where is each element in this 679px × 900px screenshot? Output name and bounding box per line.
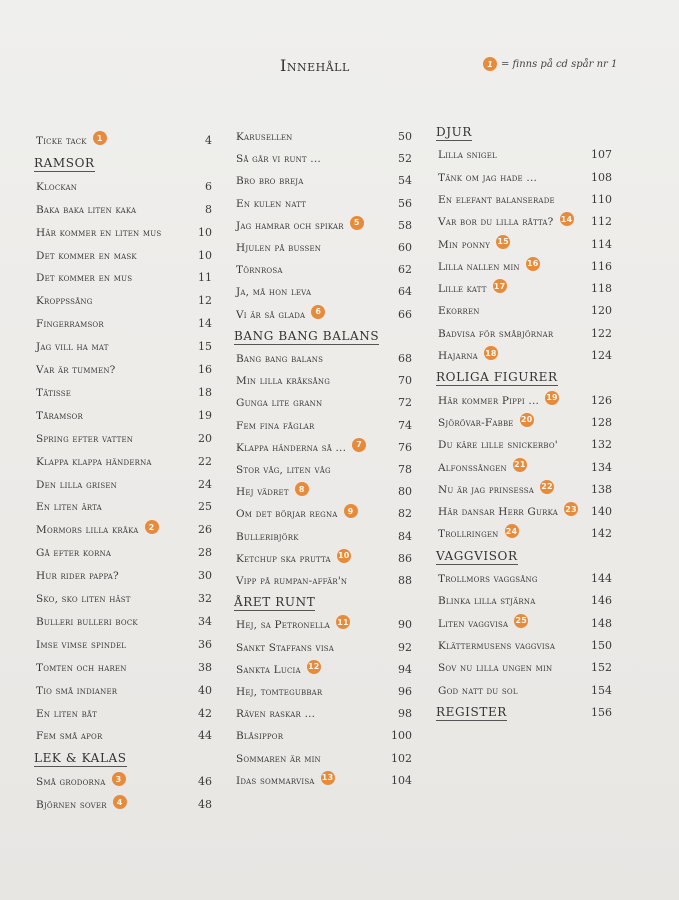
entry-title: Klappa klappa händerna <box>36 455 152 468</box>
page-number: 156 <box>591 705 612 719</box>
cd-track-badge-icon: 18 <box>484 346 498 360</box>
toc-entry[interactable] <box>438 685 518 697</box>
cd-track-badge-icon: 3 <box>112 772 126 786</box>
page-number: 144 <box>591 572 612 585</box>
entry-title: Du käre lille snickerbo' <box>438 439 558 452</box>
entry-title: Fem små apor <box>36 730 103 743</box>
toc-entry[interactable] <box>36 547 111 559</box>
cd-track-badge-icon: 22 <box>540 480 554 494</box>
entry-title: Sov nu lilla ungen min <box>438 662 553 675</box>
toc-entry[interactable] <box>236 420 315 432</box>
entry-title: Gunga lite grann <box>236 397 323 410</box>
toc-entry[interactable] <box>236 286 311 298</box>
page-number: 132 <box>591 438 612 452</box>
entry-title: Ja, må hon leva <box>236 286 312 299</box>
page-number: 98 <box>398 707 412 721</box>
toc-entry[interactable] <box>36 593 131 605</box>
toc-entry[interactable] <box>236 131 293 143</box>
toc-entry[interactable] <box>236 353 323 365</box>
page-number: 112 <box>591 215 612 229</box>
cd-track-badge-icon: 8 <box>295 482 309 496</box>
cd-track-badge-icon: 1 <box>483 57 497 71</box>
entry-title: Fingerramsor <box>36 318 104 331</box>
toc-entry[interactable] <box>438 216 574 228</box>
cd-track-badge-icon: 24 <box>505 524 519 538</box>
cd-track-badge-icon: 7 <box>352 438 366 452</box>
page-number: 26 <box>198 523 212 537</box>
toc-entry[interactable] <box>236 375 330 387</box>
section-heading: DJUR <box>436 125 472 139</box>
entry-title: Alfonssången <box>438 461 507 474</box>
page-number: 32 <box>198 592 212 605</box>
page-number: 124 <box>591 349 612 362</box>
page-number: 74 <box>398 418 412 432</box>
entry-title: Badvisa för småbjörnar <box>438 327 554 340</box>
page-number: 18 <box>198 385 212 399</box>
page-number: 82 <box>398 507 412 521</box>
page-number: 24 <box>198 477 212 491</box>
page-number: 86 <box>398 551 412 565</box>
entry-title: Här dansar Herr Gurka <box>438 506 558 519</box>
page-number: 100 <box>391 729 412 743</box>
toc-entry[interactable] <box>36 341 109 353</box>
entry-title: Bro bro breja <box>236 175 304 188</box>
page-number: 140 <box>591 505 612 519</box>
page-number: 10 <box>198 225 212 239</box>
toc-entry[interactable] <box>36 639 126 651</box>
entry-title: Lilla nallen min <box>438 260 520 273</box>
entry-title: Min lilla kråksång <box>236 375 331 388</box>
toc-entry[interactable] <box>36 227 161 239</box>
entry-title: Tåramsor <box>36 409 83 422</box>
page-number: 96 <box>398 685 412 698</box>
page-number: 54 <box>398 174 412 188</box>
entry-title: God natt du sol <box>438 684 518 697</box>
toc-entry[interactable] <box>438 305 480 317</box>
entry-title: En kulen natt <box>236 197 307 210</box>
entry-title: Det kommer en mus <box>36 272 133 285</box>
entry-title: Sankt Staffans visa <box>236 641 335 654</box>
entry-title: Klättermusens vaggvisa <box>438 639 556 652</box>
page-number: 52 <box>398 152 412 166</box>
entry-title: Björnen sover <box>36 799 107 812</box>
entry-title: Baka baka liten kaka <box>36 203 137 216</box>
page-number: 15 <box>198 340 212 354</box>
toc-entry[interactable] <box>438 462 527 474</box>
entry-title: Gå efter korna <box>36 547 112 560</box>
entry-title: Mormors lilla kråka <box>36 524 139 537</box>
page-number: 48 <box>198 798 212 812</box>
page-number: 30 <box>198 569 212 583</box>
page-number: 6 <box>205 179 212 193</box>
page-number: 38 <box>198 660 212 674</box>
entry-title: Bang bang balans <box>236 353 324 365</box>
page-number: 146 <box>591 594 612 608</box>
toc-entry[interactable] <box>36 181 77 193</box>
toc-entry[interactable] <box>438 417 534 429</box>
cd-track-badge-icon: 6 <box>311 305 325 319</box>
toc-entry[interactable] <box>36 776 126 788</box>
entry-title: Lilla snigel <box>438 149 497 162</box>
toc-entry[interactable] <box>236 753 321 765</box>
toc-entry[interactable] <box>236 464 331 476</box>
page-number: 102 <box>391 751 412 765</box>
entry-title: Den lilla grisen <box>36 478 117 491</box>
entry-title: Var bor du lilla råtta? <box>438 216 554 229</box>
entry-title: En liten båt <box>36 707 98 720</box>
entry-title: Trollmors vaggsång <box>438 573 538 585</box>
toc-entry[interactable] <box>236 175 304 187</box>
toc-entry[interactable] <box>36 135 107 147</box>
page-number: 19 <box>198 408 212 422</box>
entry-title: Tänk om jag hade ... <box>438 171 538 184</box>
toc-entry[interactable] <box>36 616 138 628</box>
page-number: 44 <box>198 729 212 743</box>
page-number: 70 <box>398 374 412 388</box>
toc-entry[interactable] <box>236 397 322 409</box>
entry-title: Klappa händerna så ... <box>236 441 347 454</box>
page-number: 90 <box>398 618 412 632</box>
entry-title: Imse vimse spindel <box>36 638 127 651</box>
toc-entry[interactable] <box>236 309 325 321</box>
entry-title: Vipp på rumpan-affär'n <box>236 575 348 587</box>
cd-track-badge-icon: 21 <box>513 458 527 472</box>
toc-entry[interactable] <box>236 220 364 232</box>
page-number: 114 <box>591 237 612 251</box>
toc-entry[interactable] <box>438 439 558 451</box>
page-number: 148 <box>591 616 612 630</box>
toc-entry[interactable] <box>36 708 97 720</box>
toc-entry[interactable] <box>236 708 315 720</box>
toc-entry[interactable] <box>438 172 537 184</box>
page-number: 64 <box>398 285 412 299</box>
page-number: 78 <box>398 463 412 476</box>
cd-track-badge-icon: 20 <box>520 413 534 427</box>
toc-entry[interactable] <box>438 194 555 206</box>
cd-track-badge-icon: 15 <box>496 235 510 249</box>
page-number: 142 <box>591 527 612 541</box>
page-number: 16 <box>198 363 212 376</box>
page-number: 84 <box>398 529 412 543</box>
section-heading: ÅRET RUNT <box>234 595 316 610</box>
toc-entry[interactable] <box>438 239 510 251</box>
toc-entry[interactable] <box>236 442 366 454</box>
toc-entry[interactable] <box>36 295 93 307</box>
toc-entry[interactable] <box>236 153 321 165</box>
page-number: 110 <box>591 192 612 206</box>
cd-track-badge-icon: 1 <box>93 131 107 145</box>
page-number: 22 <box>198 454 212 468</box>
entry-title: Hej vädret <box>236 486 289 499</box>
entry-title: Idas sommarvisa <box>236 774 315 787</box>
section-heading: RAMSOR <box>34 155 95 170</box>
page-number: 60 <box>398 241 412 254</box>
toc-entry[interactable] <box>438 261 540 273</box>
toc-entry[interactable] <box>438 662 552 674</box>
page-number: 138 <box>591 482 612 496</box>
toc-entry[interactable] <box>36 662 127 674</box>
entry-title: Hajarna <box>438 350 478 362</box>
page-number: 56 <box>398 196 412 210</box>
entry-title: Ekorren <box>438 305 480 318</box>
page-number: 108 <box>591 170 612 184</box>
cd-track-badge-icon: 17 <box>493 279 507 293</box>
page-number: 28 <box>198 546 212 560</box>
track-legend <box>483 57 617 71</box>
page-number: 134 <box>591 460 612 474</box>
page-number: 152 <box>591 661 612 675</box>
cd-track-badge-icon: 9 <box>344 504 358 518</box>
entry-title: Nu är jag prinsessa <box>438 483 534 496</box>
section-heading: LEK & KALAS <box>34 751 127 766</box>
toc-entry[interactable] <box>236 553 351 565</box>
page-number: 14 <box>198 317 212 331</box>
toc-entry[interactable] <box>236 686 322 698</box>
page-number: 154 <box>591 683 612 697</box>
toc-entry[interactable] <box>36 204 136 216</box>
page-number: 72 <box>398 396 412 410</box>
entry-title: Jag hamrar och spikar <box>236 219 344 232</box>
entry-title: Bulleri bulleri bock <box>36 615 138 628</box>
entry-title: Törnrosa <box>236 264 283 277</box>
entry-title: Fem fina fåglar <box>236 419 315 432</box>
entry-title: Lille katt <box>438 283 487 296</box>
toc-entry[interactable] <box>438 149 497 161</box>
cd-track-badge-icon: 19 <box>545 391 559 405</box>
cd-track-badge-icon: 25 <box>514 614 528 628</box>
toc-entry[interactable] <box>236 531 299 543</box>
toc-entry[interactable] <box>236 619 350 631</box>
toc-entry[interactable] <box>36 318 104 330</box>
toc-entry[interactable] <box>36 479 117 491</box>
page-number: 36 <box>198 637 212 651</box>
page-number: 10 <box>198 248 212 262</box>
page-number: 92 <box>398 640 412 654</box>
toc-entry[interactable] <box>438 328 553 340</box>
page-number: 126 <box>591 393 612 407</box>
entry-title: Var är tummen? <box>36 364 116 376</box>
toc-entry[interactable] <box>36 456 152 468</box>
toc-entry[interactable] <box>438 283 507 295</box>
page-number: 34 <box>198 614 212 628</box>
toc-entry[interactable] <box>36 272 132 284</box>
section-heading: REGISTER <box>436 704 507 719</box>
page-number: 122 <box>591 326 612 340</box>
toc-entry[interactable] <box>236 242 321 254</box>
page-number: 120 <box>591 304 612 318</box>
entry-title: Om det börjar regna <box>236 508 338 521</box>
page-number: 8 <box>205 202 212 216</box>
toc-entry[interactable] <box>438 618 528 630</box>
entry-title: Bulleribjörk <box>236 530 299 543</box>
entry-title: Hej, tomtegubbar <box>236 686 323 698</box>
cd-track-badge-icon: 2 <box>145 520 159 534</box>
page-title: Innehåll <box>280 56 350 75</box>
page-number: 4 <box>205 134 212 147</box>
page-number: 107 <box>591 148 612 162</box>
toc-entry[interactable] <box>236 264 283 276</box>
page-number: 66 <box>398 307 412 321</box>
entry-title: Tio små indianer <box>36 684 118 697</box>
entry-title: Blåsippor <box>236 730 284 743</box>
entry-title: Sommaren är min <box>236 752 321 765</box>
entry-title: Här kommer Pippi ... <box>438 394 540 407</box>
page-number: 50 <box>398 130 412 143</box>
toc-entry[interactable] <box>236 486 309 498</box>
legend-text: = finns på cd spår nr 1 <box>501 58 618 70</box>
page-number: 25 <box>198 500 212 514</box>
entry-title: Min ponny <box>438 238 491 251</box>
toc-entry[interactable] <box>438 595 535 607</box>
entry-title: Spring efter vatten <box>36 432 134 445</box>
entry-title: Sko, sko liten häst <box>36 593 131 605</box>
entry-title: Trollringen <box>438 528 499 541</box>
toc-entry[interactable] <box>236 642 334 654</box>
page-number: 12 <box>198 294 212 308</box>
page-number: 80 <box>398 485 412 499</box>
entry-title: Jag vill ha mat <box>36 341 109 354</box>
section-heading: BANG BANG BALANS <box>234 328 380 343</box>
toc-entry[interactable] <box>36 387 71 399</box>
entry-title: Hjulen på bussen <box>236 242 322 254</box>
cd-track-badge-icon: 4 <box>113 795 127 809</box>
toc-entry[interactable] <box>36 364 115 376</box>
toc-entry[interactable] <box>236 198 306 210</box>
entry-title: Tomten och haren <box>36 661 127 674</box>
entry-title: Sjörövar-Fabbe <box>438 416 514 429</box>
entry-title: Karusellen <box>236 131 293 143</box>
toc-entry[interactable] <box>236 508 358 520</box>
toc-entry[interactable] <box>438 350 498 362</box>
toc-entry[interactable] <box>36 501 102 513</box>
page-number: 128 <box>591 415 612 429</box>
page-number: 68 <box>398 352 412 365</box>
cd-track-badge-icon: 11 <box>336 615 350 629</box>
entry-title: Små grodorna <box>36 776 106 789</box>
toc-entry[interactable] <box>236 664 321 676</box>
page-number: 88 <box>398 574 412 587</box>
toc-entry[interactable] <box>36 570 119 582</box>
page-number: 58 <box>398 218 412 232</box>
cd-track-badge-icon: 5 <box>350 216 364 230</box>
entry-title: Blinka lilla stjärna <box>438 595 536 608</box>
section-heading: VAGGVISOR <box>436 548 518 563</box>
page-number: 118 <box>591 282 612 296</box>
section-heading: ROLIGA FIGURER <box>436 370 558 385</box>
entry-title: Tätisse <box>36 386 72 399</box>
page-number: 62 <box>398 263 412 277</box>
cd-track-badge-icon: 13 <box>321 771 335 785</box>
entry-title: Ticke tack <box>36 135 87 147</box>
entry-title: Stor våg, liten våg <box>236 464 331 476</box>
toc-entry[interactable] <box>236 775 335 787</box>
toc-entry[interactable] <box>438 573 538 585</box>
entry-title: Här kommer en liten mus <box>36 226 162 239</box>
entry-title: Sankta Lucia <box>236 663 301 676</box>
page-number: 46 <box>198 775 212 789</box>
toc-entry[interactable] <box>438 640 555 652</box>
entry-title: En liten ärta <box>36 501 102 514</box>
toc-entry[interactable] <box>36 730 102 742</box>
page-number: 76 <box>398 440 412 454</box>
entry-title: Det kommer en mask <box>36 249 137 262</box>
entry-title: Vi är så glada <box>236 308 306 321</box>
entry-title: Liten vaggvisa <box>438 617 509 630</box>
entry-title: Kroppssång <box>36 295 93 308</box>
toc-entry[interactable] <box>36 250 137 262</box>
entry-title: En elefant balanserade <box>438 193 555 206</box>
entry-title: Räven raskar ... <box>236 708 316 721</box>
toc-entry[interactable] <box>36 433 133 445</box>
page-number: 20 <box>198 431 212 445</box>
page-number: 116 <box>591 259 612 273</box>
toc-entry[interactable] <box>438 528 519 540</box>
toc-entry[interactable] <box>236 575 347 587</box>
page-number: 150 <box>591 638 612 652</box>
entry-title: Hej, sa Petronella <box>236 619 330 632</box>
cd-track-badge-icon: 16 <box>526 257 540 271</box>
toc-entry[interactable] <box>36 799 127 811</box>
page-number: 94 <box>398 662 412 676</box>
page-number: 42 <box>198 706 212 720</box>
toc-entry[interactable] <box>438 484 554 496</box>
cd-track-badge-icon: 10 <box>337 549 351 563</box>
page-number: 11 <box>198 271 212 285</box>
entry-title: Så går vi runt ... <box>236 153 321 166</box>
toc-entry[interactable] <box>236 730 283 742</box>
entry-title: Klockan <box>36 180 78 193</box>
page-number: 104 <box>391 773 412 787</box>
toc-entry[interactable] <box>36 524 159 536</box>
toc-entry[interactable] <box>36 685 117 697</box>
cd-track-badge-icon: 12 <box>307 660 321 674</box>
page-number: 40 <box>198 683 212 697</box>
entry-title: Hur rider pappa? <box>36 570 119 583</box>
toc-entry[interactable] <box>438 506 578 518</box>
cd-track-badge-icon: 14 <box>560 212 574 226</box>
toc-entry[interactable] <box>36 410 83 422</box>
cd-track-badge-icon: 23 <box>564 502 578 516</box>
entry-title: Ketchup ska prutta <box>236 552 331 565</box>
toc-entry[interactable] <box>438 395 559 407</box>
